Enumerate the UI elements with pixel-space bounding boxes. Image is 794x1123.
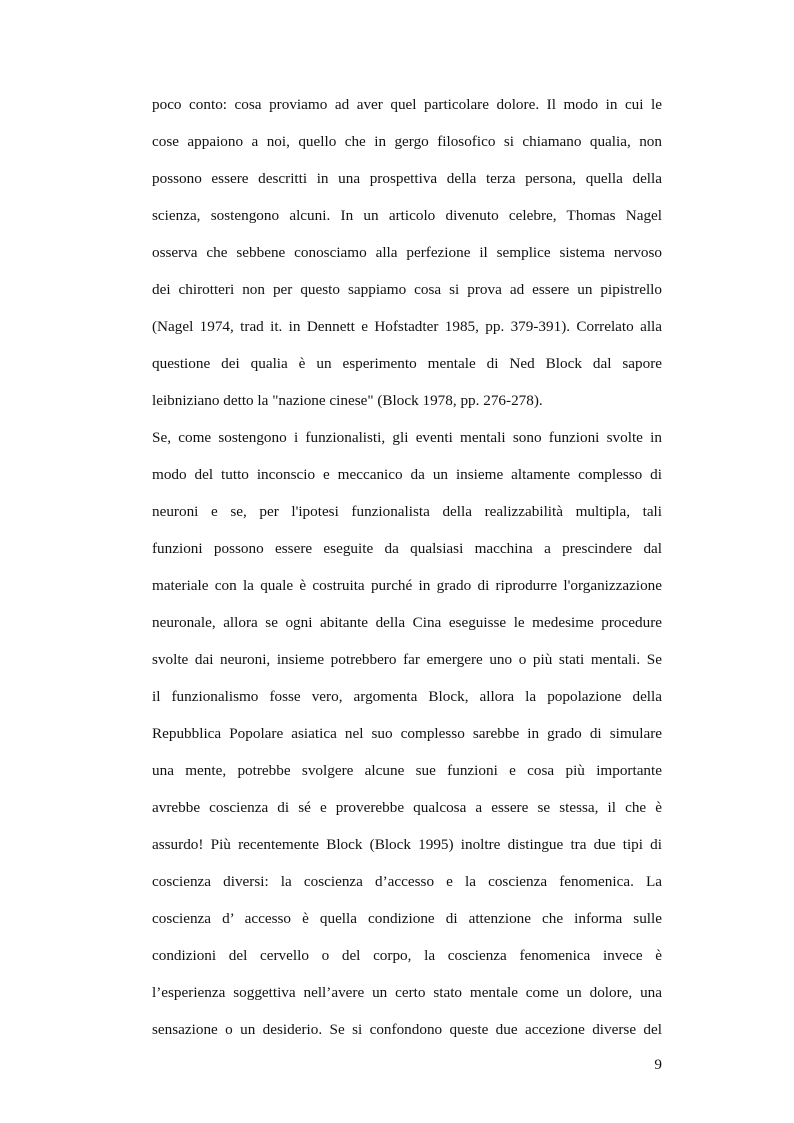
text-line: modo del tutto inconscio e meccanico da un insieme altamente complesso di (152, 466, 662, 483)
page-number: 9 (654, 1056, 662, 1073)
text-line: (Nagel 1974, trad it. in Dennett e Hofstadter 1985, pp. 379-391). Correlato alla (152, 318, 662, 335)
paragraph-end-line: leibniziano detto la "nazione cinese" (Block 1978, pp. 276-278). (152, 392, 543, 409)
text-line: l’esperienza soggettiva nell’avere un certo stato mentale come un dolore, una (152, 984, 662, 1001)
text-line: una mente, potrebbe svolgere alcune sue funzioni e cosa più importante (152, 762, 662, 779)
text-line: cose appaiono a noi, quello che in gergo filosofico si chiamano qualia, non (152, 133, 662, 150)
text-line: funzioni possono essere eseguite da qualsiasi macchina a prescindere dal (152, 540, 662, 557)
text-line: scienza, sostengono alcuni. In un articolo divenuto celebre, Thomas Nagel (152, 207, 662, 224)
text-line: sensazione o un desiderio. Se si confondono queste due accezione diverse del (152, 1021, 662, 1038)
text-line: poco conto: cosa proviamo ad aver quel particolare dolore. Il modo in cui le (152, 96, 662, 113)
text-line: avrebbe coscienza di sé e proverebbe qualcosa a essere se stessa, il che è (152, 799, 662, 816)
text-line: Repubblica Popolare asiatica nel suo complesso sarebbe in grado di simulare (152, 725, 662, 742)
body-text (152, 86, 662, 1048)
text-line: neuroni e se, per l'ipotesi funzionalista della realizzabilità multipla, tali (152, 503, 662, 520)
text-line: coscienza diversi: la coscienza d’accesso e la coscienza fenomenica. La (152, 873, 662, 890)
text-line: Se, come sostengono i funzionalisti, gli eventi mentali sono funzioni svolte in (152, 429, 662, 446)
text-line: dei chirotteri non per questo sappiamo cosa si prova ad essere un pipistrello (152, 281, 662, 298)
text-line: assurdo! Più recentemente Block (Block 1995) inoltre distingue tra due tipi di (152, 836, 662, 853)
text-line: materiale con la quale è costruita purché in grado di riprodurre l'organizzazione (152, 577, 662, 594)
text-line: neuronale, allora se ogni abitante della Cina eseguisse le medesime procedure (152, 614, 662, 631)
text-line: questione dei qualia è un esperimento mentale di Ned Block dal sapore (152, 355, 662, 372)
text-line: condizioni del cervello o del corpo, la coscienza fenomenica invece è (152, 947, 662, 964)
text-line: osserva che sebbene conosciamo alla perfezione il semplice sistema nervoso (152, 244, 662, 261)
text-line: svolte dai neuroni, insieme potrebbero far emergere uno o più stati mentali. Se (152, 651, 662, 668)
text-line: il funzionalismo fosse vero, argomenta Block, allora la popolazione della (152, 688, 662, 705)
text-line: possono essere descritti in una prospettiva della terza persona, quella della (152, 170, 662, 187)
text-line: coscienza d’ accesso è quella condizione di attenzione che informa sulle (152, 910, 662, 927)
